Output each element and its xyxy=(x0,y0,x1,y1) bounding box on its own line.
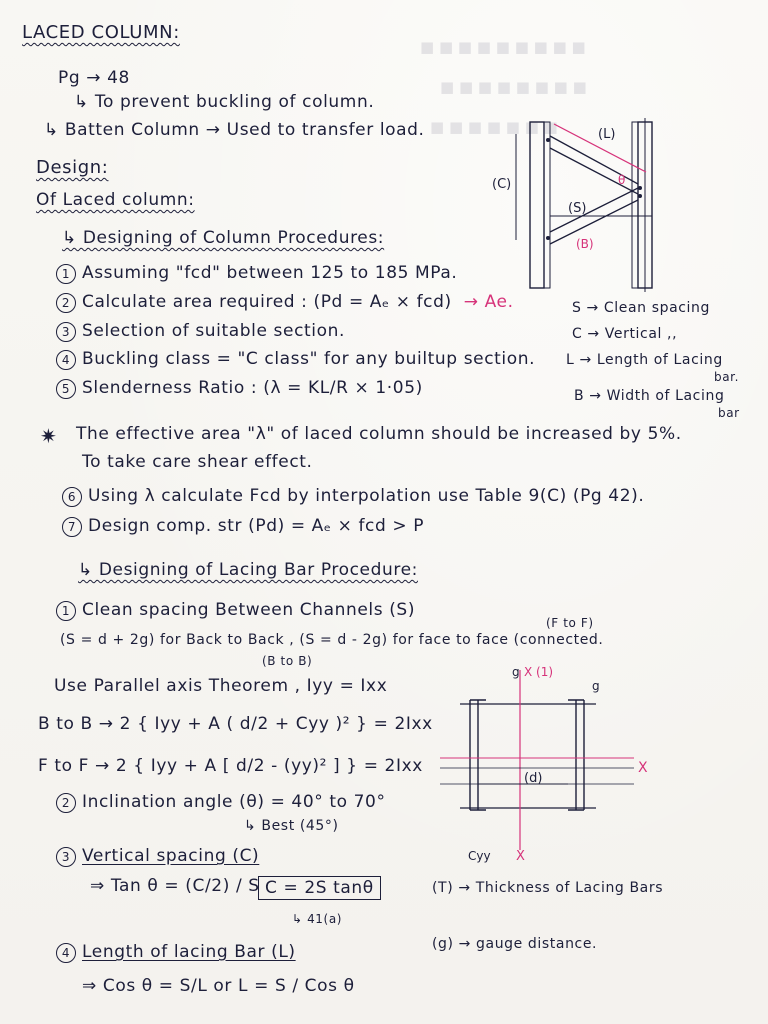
step-text: Buckling class = "C class" for any builtup section. xyxy=(82,349,536,369)
step-text: Length of lacing Bar (L) xyxy=(82,942,296,962)
figure-label-cyy: Cyy xyxy=(468,849,491,863)
step-number: 4 xyxy=(56,350,76,370)
legend-l-cont: bar. xyxy=(714,370,740,384)
figure-label-b: (B) xyxy=(576,237,594,251)
bleed-through-text: ■ ■ ■ ■ ■ ■ ■ ■ ■ xyxy=(420,38,586,56)
rivet xyxy=(546,138,550,142)
design-heading: Design: xyxy=(36,157,109,178)
lacing-2-note: ↳ Best (45°) xyxy=(244,818,339,834)
right-channel-section xyxy=(568,700,584,810)
legend-l: L → Length of Lacing xyxy=(566,352,723,368)
step-number: 7 xyxy=(62,517,82,537)
step-7 xyxy=(62,516,424,537)
figure-label-x1: X (1) xyxy=(524,665,554,679)
step-4 xyxy=(56,349,535,370)
step-text: Calculate area required : (Pd = Aₑ × fcd) xyxy=(82,292,452,312)
batten-line: ↳ Batten Column → Used to transfer load. xyxy=(44,120,425,140)
step-number: 2 xyxy=(56,793,76,813)
f-to-f-formula: F to F → 2 { Iyy + A [ d/2 - (yy)² ] } = 2Ixx xyxy=(38,756,423,776)
rivet xyxy=(638,186,642,190)
step-2-result: → Ae. xyxy=(463,292,514,312)
left-channel xyxy=(530,122,544,288)
step-text: Using λ calculate Fcd by interpolation use Table 9(C) (Pg 42). xyxy=(88,486,645,506)
step-number: 3 xyxy=(56,847,76,867)
lacing-step-2 xyxy=(56,792,386,813)
tan-formula: ⇒ Tan θ = (C/2) / S xyxy=(90,876,260,896)
step-number: 5 xyxy=(56,379,76,399)
lacing-1-note-bottom: (B to B) xyxy=(262,654,313,668)
lacing-bar-2a xyxy=(550,188,638,232)
rivet xyxy=(638,194,642,198)
figure-label-l: (L) xyxy=(598,127,616,142)
lacing-1-formula: (S = d + 2g) for Back to Back , (S = d - 2g) for face to face (connected. xyxy=(60,632,604,648)
step-6 xyxy=(62,486,644,507)
bleed-through-text: ■ ■ ■ ■ ■ ■ ■ ■ xyxy=(440,78,587,96)
bleed-through-text: ■ ■ ■ ■ ■ ■ ■ xyxy=(430,118,558,136)
step-text: Vertical spacing (C) xyxy=(82,846,260,866)
step-number: 3 xyxy=(56,322,76,342)
step-text: Slenderness Ratio : (λ = KL/R × 1·05) xyxy=(82,378,423,398)
gauge-note: (g) → gauge distance. xyxy=(432,936,598,952)
page-reference: Pg → 48 xyxy=(58,68,130,88)
lacing-bar-2b xyxy=(550,200,638,244)
lacing-heading: ↳ Designing of Lacing Bar Procedure: xyxy=(78,560,418,580)
lacing-step-4 xyxy=(56,942,296,963)
parallel-axis-line: Use Parallel axis Theorem , Iyy = Ixx xyxy=(54,676,388,696)
step-3 xyxy=(56,321,345,342)
figure-label-g: g xyxy=(512,665,520,679)
page-title: LACED COLUMN: xyxy=(22,22,180,43)
step-number: 1 xyxy=(56,601,76,621)
figure-label-c: (C) xyxy=(492,177,512,192)
lacing-1-note-top: (F to F) xyxy=(546,616,594,630)
figure-label-s: (S) xyxy=(568,201,587,216)
figure-label-x-bottom: X xyxy=(516,849,525,864)
legend-b-cont: bar xyxy=(718,406,740,420)
figure-label-x: X xyxy=(638,760,648,776)
lacing-step-1 xyxy=(56,600,415,621)
cos-formula: ⇒ Cos θ = S/L or L = S / Cos θ xyxy=(82,976,355,996)
thickness-note: (T) → Thickness of Lacing Bars xyxy=(432,880,664,896)
star-icon: ✷ xyxy=(40,424,57,448)
left-channel-section xyxy=(470,700,486,810)
figure-label-g2: g xyxy=(592,679,600,693)
c-formula-box: C = 2S tanθ xyxy=(258,876,381,900)
step-text: Assuming "fcd" between 125 to 185 MPa. xyxy=(82,263,458,283)
procedure-heading: ↳ Designing of Column Procedures: xyxy=(62,228,385,248)
note-line-2: To take care shear effect. xyxy=(82,452,313,472)
channel-section-diagram xyxy=(420,660,650,864)
legend-b: B → Width of Lacing xyxy=(574,388,725,404)
legend-s: S → Clean spacing xyxy=(572,300,711,316)
step-text: Clean spacing Between Channels (S) xyxy=(82,600,416,620)
step-5 xyxy=(56,378,423,399)
step-number: 1 xyxy=(56,264,76,284)
b-to-b-formula: B to B → 2 { Iyy + A ( d/2 + Cyy )² } = 2Ixx xyxy=(38,714,433,734)
step-number: 4 xyxy=(56,943,76,963)
step-1 xyxy=(56,263,457,284)
lacing-bar-1b xyxy=(550,148,638,194)
figure-label-d: (d) xyxy=(524,771,543,786)
step-text: Selection of suitable section. xyxy=(82,321,345,341)
right-channel-flange xyxy=(632,122,638,288)
step-number: 2 xyxy=(56,293,76,313)
lacing-step-3 xyxy=(56,846,259,867)
left-channel-flange xyxy=(544,122,550,288)
rivet xyxy=(546,236,550,240)
laced-heading: Of Laced column: xyxy=(36,190,195,210)
step-2 xyxy=(56,292,514,313)
step-number: 6 xyxy=(62,487,82,507)
step-text: Inclination angle (θ) = 40° to 70° xyxy=(82,792,386,812)
laced-column-diagram xyxy=(490,108,690,298)
legend-c: C → Vertical ,, xyxy=(572,326,678,342)
step-text: Design comp. str (Pd) = Aₑ × fcd > P xyxy=(88,516,425,536)
c-note: ↳ 41(a) xyxy=(292,912,343,926)
note-line-1: The effective area "λ" of laced column should be increased by 5%. xyxy=(76,424,682,444)
purpose-line: ↳ To prevent buckling of column. xyxy=(74,92,375,112)
figure-label-theta: θ xyxy=(618,173,626,187)
